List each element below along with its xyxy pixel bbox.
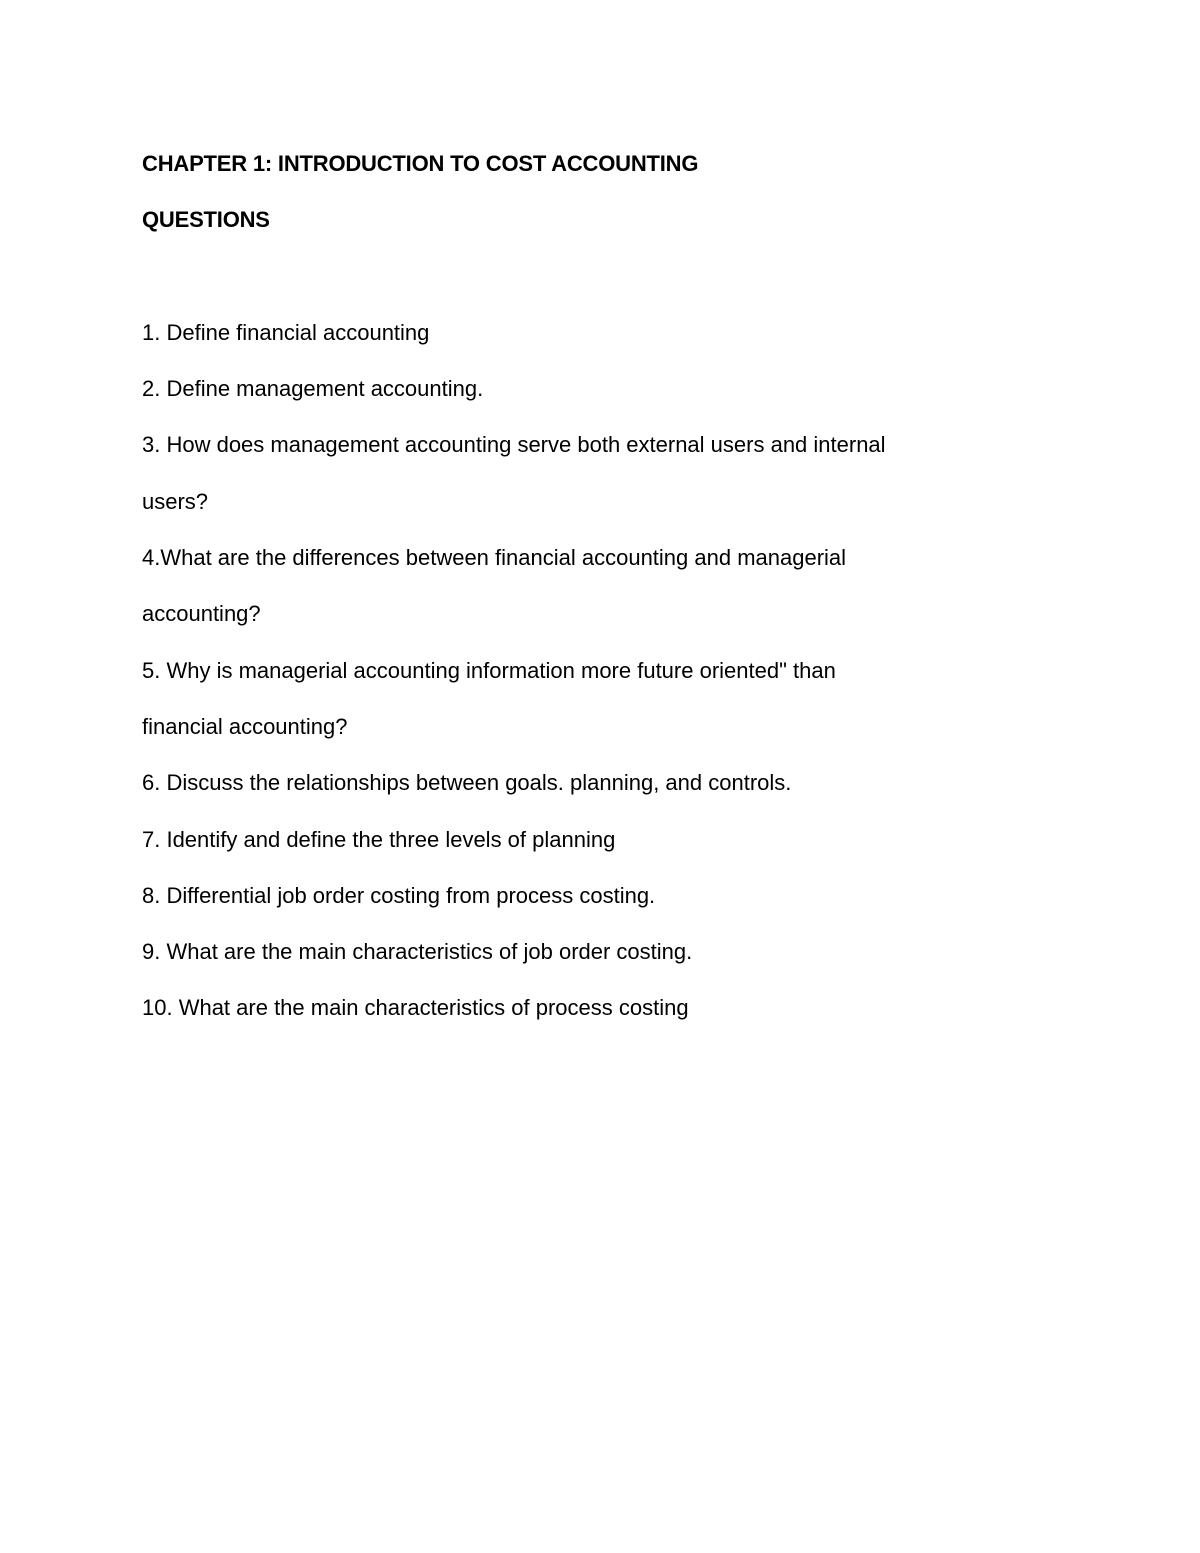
question-list [142, 305, 1042, 1037]
question-1: 1. Define financial accounting [142, 319, 430, 345]
page-content [142, 136, 1042, 1037]
question-2: 2. Define management accounting. [142, 376, 484, 402]
question-9: 9. What are the main characteristics of job order costing. [142, 939, 693, 965]
question-8: 8. Differential job order costing from process costing. [142, 882, 656, 908]
question-6: 6. Discuss the relationships between goals. planning, and controls. [142, 770, 792, 796]
question-4: 4.What are the differences between financial accounting and managerial [142, 545, 847, 571]
question-5: 5. Why is managerial accounting information more future oriented" than [142, 657, 836, 683]
question-10: 10. What are the main characteristics of process costing [142, 995, 689, 1021]
question-5-continued: financial accounting? [142, 713, 348, 739]
section-title: QUESTIONS [142, 207, 270, 233]
blank-line [142, 249, 1042, 305]
chapter-title: CHAPTER 1: INTRODUCTION TO COST ACCOUNTING [142, 151, 699, 176]
question-7: 7. Identify and define the three levels of planning [142, 826, 616, 852]
question-3-continued: users? [142, 488, 209, 514]
question-3: 3. How does management accounting serve both external users and internal [142, 432, 886, 458]
question-4-continued: accounting? [142, 601, 261, 627]
